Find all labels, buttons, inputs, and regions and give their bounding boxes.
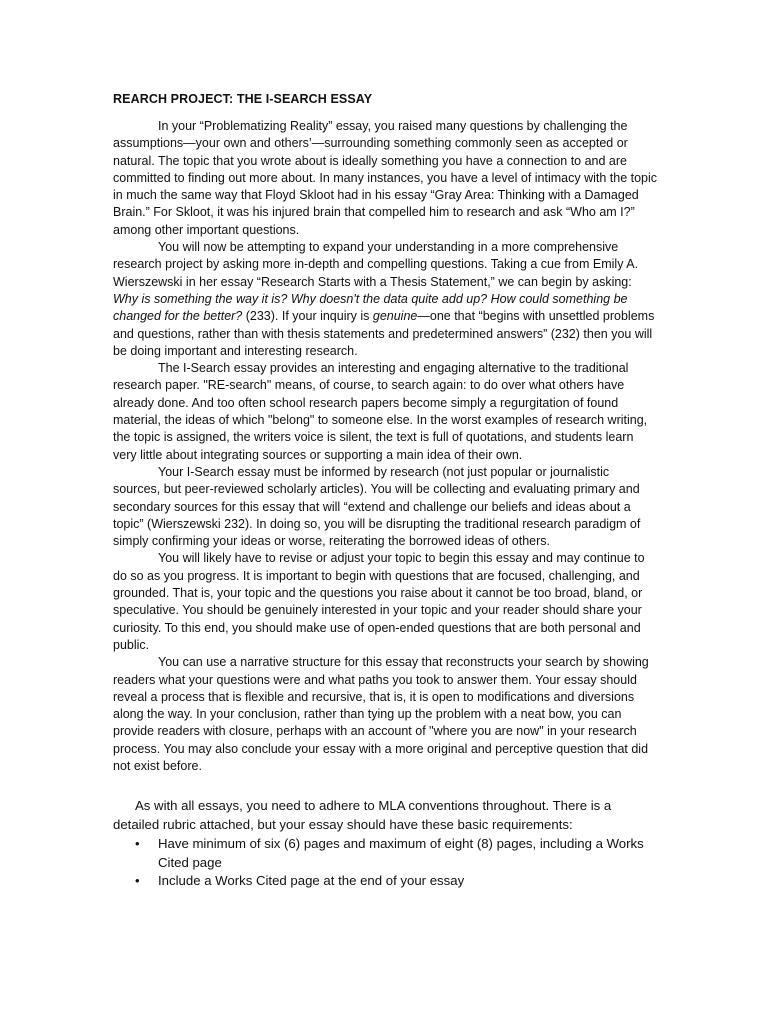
paragraph-narrative-structure: You can use a narrative structure for this essay that reconstructs your search by showing readers what your questions were and what paths you took to answer them. Your essay should reveal a process that is flexible and recursive, that is, it is open to modifications and diversions along the way. In your conclusion, rather than tying up the problem with a neat bow, you can provide readers with closure, perhaps with an account of "where you are now" in your research process. You may also conclude your essay with a more original and perceptive question that did not exist before. (113, 655, 649, 773)
bullet-icon: • (135, 873, 140, 889)
requirement-text: Have minimum of six (6) pages and maximum of eight (8) pages, including a Works Cited page (158, 836, 644, 870)
paragraph-text: (233). If your inquiry is (242, 309, 373, 324)
requirement-text: Include a Works Cited page at the end of your essay (158, 873, 465, 889)
requirements-intro: As with all essays, you need to adhere to MLA conventions throughout. There is a detailed rubric attached, but your essay should have these basic requirements: (113, 798, 612, 832)
paragraph-problematizing-reality: In your “Problematizing Reality” essay, you raised many questions by challenging the assumptions—your own and others’—surrounding something commonly seen as accepted or natural. The topic that you wrote about is ideally something you have a connection to and are committed to finding out more about. In many instances, you have a level of intimacy with the topic in much the same way that Floyd Skloot had in his essay “Gray Area: Thinking with a Damaged Brain.” For Skloot, it was his injured brain that compelled him to research and ask “Who am I?” among other important questions. (113, 119, 658, 237)
paragraph-revise-topic: You will likely have to revise or adjust your topic to begin this essay and may continue to do so as you progress. It is important to begin with questions that are focused, challenging, and grounded. That is, your topic and the questions you raise about it cannot be too broad, bland, or speculative. You should be genuinely interested in your topic and your reader should share your curiosity. To this end, you should make use of open-ended questions that are both personal and public. (113, 551, 645, 652)
requirement-item (113, 835, 658, 872)
document-title: REARCH PROJECT: THE I-SEARCH ESSAY (113, 92, 373, 106)
paragraph-research-project (113, 239, 658, 360)
bullet-icon: • (135, 836, 140, 852)
paragraph-informed-by-research: Your I-Search essay must be informed by research (not just popular or journalistic sources, but peer-reviewed scholarly articles). You will be collecting and evaluating primary and secondary sources for this essay that will “extend and challenge our beliefs and ideas about a topic” (Wierszewski 232). In doing so, you will be disrupting the traditional research paradigm of simply confirming your ideas or worse, reiterating the borrowed ideas of others. (113, 464, 641, 549)
requirements-list (113, 835, 658, 891)
requirement-item (113, 872, 658, 891)
paragraph-text: You will now be attempting to expand your understanding in a more comprehensive research project by asking more in-depth and compelling questions. Taking a cue from Emily A. Wierszewski in her essay “Research Starts with a Thesis Statement,” we can begin by asking: (113, 240, 639, 289)
paragraph-isearch-alternative: The I-Search essay provides an interesting and engaging alternative to the traditional research paper. "RE-search" means, of course, to search again: to do over what others have already done. And too often school research papers become simply a regurgitation of found material, the ideas of which "belong" to someone else. In the worst examples of research writing, the topic is assigned, the writers voice is silent, the text is full of quotations, and students learn very little about integrating sources or supporting a main idea of their own. (113, 361, 648, 462)
italic-questions: Why is something the way it is? Why doesn't the data quite add up? How could something be changed for the better? (113, 291, 628, 324)
paragraph-text: —one that “begins with unsettled problems and questions, rather than with thesis statements and predetermined answers” (232) then you will be doing important and interesting research. (113, 309, 655, 358)
italic-genuine: genuine (372, 309, 418, 324)
